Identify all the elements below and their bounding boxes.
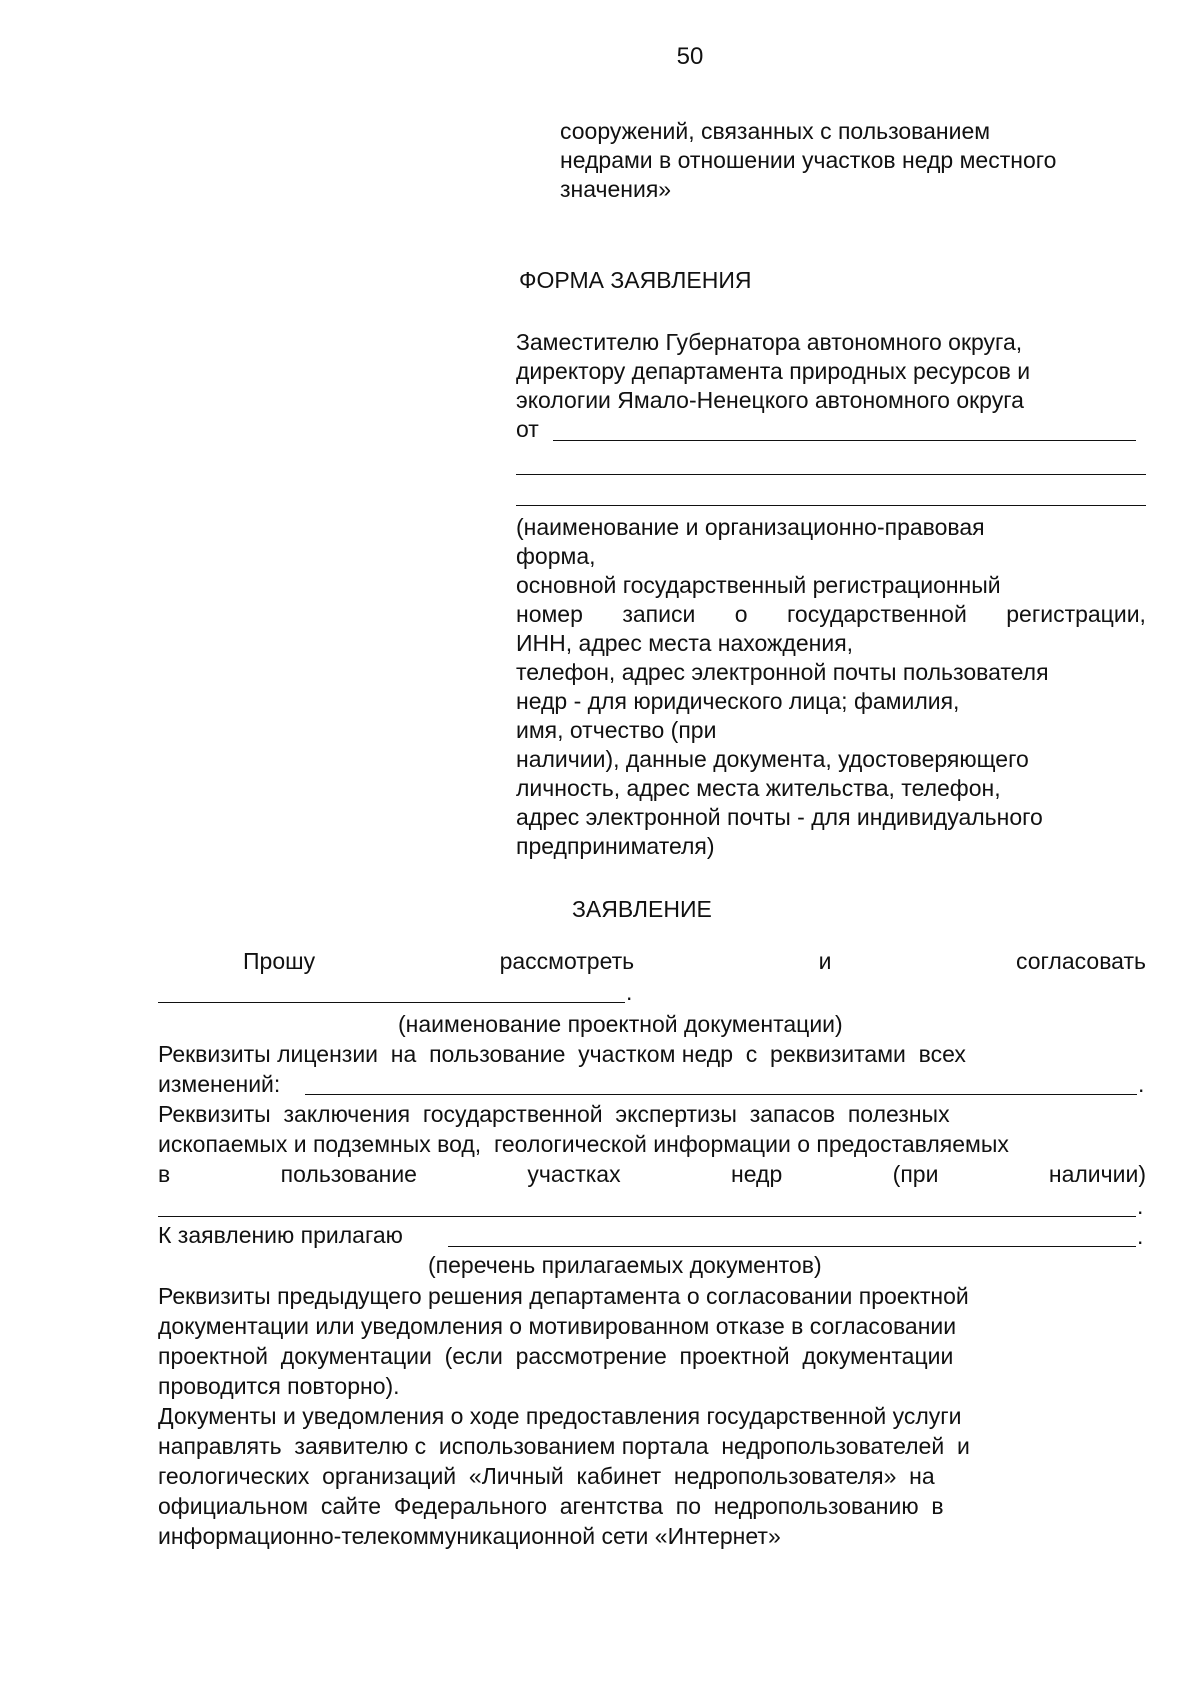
- request-word: согласовать: [1016, 948, 1146, 974]
- expertise-word: наличии): [1048, 1161, 1146, 1187]
- attach-field-line: [448, 1246, 1136, 1247]
- prev-decision-line-1: Реквизиты предыдущего решения департамента о согласовании проектной: [158, 1283, 969, 1309]
- request-word: Прошу: [243, 948, 316, 974]
- caption-word: регистрации,: [1006, 601, 1146, 627]
- applicant-caption-line-6: телефон, адрес электронной почты пользователя: [516, 659, 1049, 685]
- addressee-line-3: экологии Ямало-Ненецкого автономного округа: [516, 387, 1024, 413]
- prev-decision-line-2: документации или уведомления о мотивированном отказе в согласовании: [158, 1313, 957, 1339]
- caption-word: номер: [516, 601, 583, 627]
- expertise-word: участках: [527, 1161, 621, 1187]
- applicant-caption-line-8: имя, отчество (при: [516, 717, 717, 743]
- addressee-line-1: Заместителю Губернатора автономного округа,: [516, 329, 1023, 355]
- top-block-line-3: значения»: [560, 176, 672, 202]
- applicant-caption-line-9: наличии), данные документа, удостоверяющего: [516, 746, 1029, 772]
- project-doc-field-period: .: [626, 979, 633, 1005]
- applicant-caption-line-10: личность, адрес места жительства, телефон,: [516, 775, 1001, 801]
- license-label: изменений:: [158, 1071, 281, 1097]
- caption-word: государственной: [787, 601, 967, 627]
- expertise-word: (при: [892, 1161, 939, 1187]
- project-doc-caption: (наименование проектной документации): [398, 1011, 843, 1037]
- applicant-field-line-2: [516, 474, 1146, 475]
- applicant-caption-line-7: недр - для юридического лица; фамилия,: [516, 688, 960, 714]
- applicant-field-line-3: [516, 505, 1146, 506]
- notify-line-1: Документы и уведомления о ходе предоставления государственной услуги: [158, 1403, 962, 1429]
- expertise-line-3: [158, 1160, 1146, 1189]
- top-block-line-2: недрами в отношении участков недр местного: [560, 147, 1057, 173]
- license-line-1: Реквизиты лицензии на пользование участком недр с реквизитами всех: [158, 1041, 966, 1067]
- applicant-caption-line-12: предпринимателя): [516, 833, 715, 859]
- from-label: от: [516, 416, 539, 442]
- applicant-caption-line-1: (наименование и организационно-правовая: [516, 514, 985, 540]
- statement-title: ЗАЯВЛЕНИЕ: [572, 896, 712, 922]
- expertise-field-period: .: [1137, 1193, 1144, 1219]
- request-word: и: [818, 948, 832, 974]
- attach-field-period: .: [1137, 1223, 1144, 1249]
- request-word: рассмотреть: [499, 948, 635, 974]
- expertise-line-2: ископаемых и подземных вод, геологической информации о предоставляемых: [158, 1131, 1009, 1157]
- notify-line-4: официальном сайте Федерального агентства по недропользованию в: [158, 1493, 944, 1519]
- applicant-caption-line-11: адрес электронной почты - для индивидуального: [516, 804, 1043, 830]
- expertise-field-line: [158, 1216, 1136, 1217]
- attach-caption: (перечень прилагаемых документов): [428, 1252, 822, 1278]
- applicant-caption-line-2: форма,: [516, 543, 596, 569]
- expertise-word: недр: [731, 1161, 783, 1187]
- caption-word: записи: [622, 601, 696, 627]
- applicant-caption-line-4: [516, 600, 1146, 629]
- request-line: [243, 947, 1146, 976]
- caption-word: о: [734, 601, 748, 627]
- prev-decision-line-4: проводится повторно).: [158, 1373, 400, 1399]
- addressee-line-2: директору департамента природных ресурсов и: [516, 358, 1031, 384]
- license-field-line: [305, 1094, 1137, 1095]
- notify-line-5: информационно-телекоммуникационной сети «Интернет»: [158, 1523, 781, 1549]
- from-field-line: [553, 440, 1136, 441]
- page-number: 50: [676, 43, 704, 70]
- expertise-word: пользование: [280, 1161, 417, 1187]
- license-field-period: .: [1138, 1071, 1145, 1097]
- notify-line-3: геологических организаций «Личный кабинет недропользователя» на: [158, 1463, 935, 1489]
- top-block-line-1: сооружений, связанных с пользованием: [560, 118, 991, 144]
- attach-label: К заявлению прилагаю: [158, 1222, 403, 1248]
- notify-line-2: направлять заявителю с использованием портала недропользователей и: [158, 1433, 970, 1459]
- expertise-word: в: [158, 1161, 171, 1187]
- project-doc-field-line: [158, 1002, 625, 1003]
- form-title: ФОРМА ЗАЯВЛЕНИЯ: [519, 267, 752, 293]
- prev-decision-line-3: проектной документации (если рассмотрение проектной документации: [158, 1343, 954, 1369]
- applicant-caption-line-5: ИНН, адрес места нахождения,: [516, 630, 854, 656]
- applicant-caption-line-3: основной государственный регистрационный: [516, 572, 1001, 598]
- expertise-line-1: Реквизиты заключения государственной экспертизы запасов полезных: [158, 1101, 950, 1127]
